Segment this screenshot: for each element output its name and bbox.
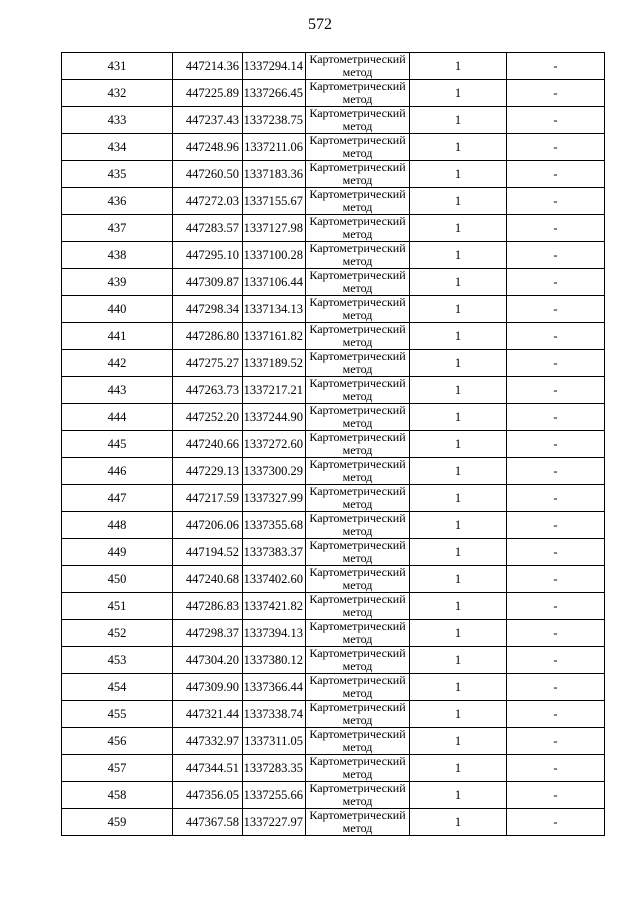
table-row xyxy=(62,242,605,269)
method-line-2: метод xyxy=(342,794,373,808)
description-cell: - xyxy=(507,809,605,836)
method-line-1: Картометрический xyxy=(309,727,406,741)
precision-cell: 1 xyxy=(410,215,507,242)
precision-cell: 1 xyxy=(410,323,507,350)
method-line-1: Картометрический xyxy=(309,457,406,471)
table-row xyxy=(62,809,605,836)
point-number-cell: 442 xyxy=(62,350,173,377)
precision-cell: 1 xyxy=(410,134,507,161)
x-coordinate-cell: 447298.37 xyxy=(173,620,243,647)
description-cell: - xyxy=(507,215,605,242)
precision-cell: 1 xyxy=(410,80,507,107)
x-coordinate-cell: 447286.83 xyxy=(173,593,243,620)
method-cell xyxy=(306,512,410,539)
precision-cell: 1 xyxy=(410,566,507,593)
method-cell xyxy=(306,782,410,809)
precision-cell: 1 xyxy=(410,485,507,512)
x-coordinate-cell: 447263.73 xyxy=(173,377,243,404)
x-coordinate-cell: 447344.51 xyxy=(173,755,243,782)
precision-cell: 1 xyxy=(410,539,507,566)
method-line-1: Картометрический xyxy=(309,754,406,768)
description-cell: - xyxy=(507,323,605,350)
table-row xyxy=(62,80,605,107)
y-coordinate-cell: 1337380.12 xyxy=(243,647,306,674)
y-coordinate-cell: 1337311.05 xyxy=(243,728,306,755)
x-coordinate-cell: 447217.59 xyxy=(173,485,243,512)
point-number-cell: 445 xyxy=(62,431,173,458)
x-coordinate-cell: 447304.20 xyxy=(173,647,243,674)
y-coordinate-cell: 1337217.21 xyxy=(243,377,306,404)
method-cell xyxy=(306,674,410,701)
description-cell: - xyxy=(507,377,605,404)
y-coordinate-cell: 1337211.06 xyxy=(243,134,306,161)
description-cell: - xyxy=(507,782,605,809)
description-cell: - xyxy=(507,296,605,323)
method-cell xyxy=(306,647,410,674)
method-line-2: метод xyxy=(342,65,373,79)
precision-cell: 1 xyxy=(410,782,507,809)
method-cell xyxy=(306,350,410,377)
description-cell: - xyxy=(507,620,605,647)
table-row xyxy=(62,404,605,431)
x-coordinate-cell: 447356.05 xyxy=(173,782,243,809)
point-number-cell: 450 xyxy=(62,566,173,593)
method-line-2: метод xyxy=(342,632,373,646)
table-row xyxy=(62,674,605,701)
y-coordinate-cell: 1337300.29 xyxy=(243,458,306,485)
method-line-1: Картометрический xyxy=(309,511,406,525)
point-number-cell: 456 xyxy=(62,728,173,755)
description-cell: - xyxy=(507,242,605,269)
y-coordinate-cell: 1337244.90 xyxy=(243,404,306,431)
y-coordinate-cell: 1337383.37 xyxy=(243,539,306,566)
precision-cell: 1 xyxy=(410,512,507,539)
method-line-2: метод xyxy=(342,335,373,349)
method-line-2: метод xyxy=(342,146,373,160)
precision-cell: 1 xyxy=(410,53,507,80)
method-cell xyxy=(306,215,410,242)
y-coordinate-cell: 1337189.52 xyxy=(243,350,306,377)
precision-cell: 1 xyxy=(410,269,507,296)
point-number-cell: 431 xyxy=(62,53,173,80)
x-coordinate-cell: 447272.03 xyxy=(173,188,243,215)
x-coordinate-cell: 447252.20 xyxy=(173,404,243,431)
y-coordinate-cell: 1337134.13 xyxy=(243,296,306,323)
method-cell xyxy=(306,269,410,296)
method-cell xyxy=(306,242,410,269)
description-cell: - xyxy=(507,458,605,485)
point-number-cell: 452 xyxy=(62,620,173,647)
y-coordinate-cell: 1337155.67 xyxy=(243,188,306,215)
point-number-cell: 453 xyxy=(62,647,173,674)
precision-cell: 1 xyxy=(410,809,507,836)
y-coordinate-cell: 1337355.68 xyxy=(243,512,306,539)
x-coordinate-cell: 447283.57 xyxy=(173,215,243,242)
method-line-1: Картометрический xyxy=(309,376,406,390)
description-cell: - xyxy=(507,404,605,431)
method-cell xyxy=(306,755,410,782)
method-cell xyxy=(306,593,410,620)
precision-cell: 1 xyxy=(410,701,507,728)
x-coordinate-cell: 447260.50 xyxy=(173,161,243,188)
point-number-cell: 457 xyxy=(62,755,173,782)
precision-cell: 1 xyxy=(410,728,507,755)
x-coordinate-cell: 447240.68 xyxy=(173,566,243,593)
point-number-cell: 441 xyxy=(62,323,173,350)
description-cell: - xyxy=(507,107,605,134)
method-line-2: метод xyxy=(342,92,373,106)
method-line-1: Картометрический xyxy=(309,592,406,606)
x-coordinate-cell: 447367.58 xyxy=(173,809,243,836)
x-coordinate-cell: 447229.13 xyxy=(173,458,243,485)
description-cell: - xyxy=(507,161,605,188)
x-coordinate-cell: 447240.66 xyxy=(173,431,243,458)
method-cell xyxy=(306,701,410,728)
table-row xyxy=(62,728,605,755)
method-cell xyxy=(306,458,410,485)
table-row xyxy=(62,539,605,566)
x-coordinate-cell: 447298.34 xyxy=(173,296,243,323)
method-cell xyxy=(306,161,410,188)
method-line-1: Картометрический xyxy=(309,646,406,660)
method-line-1: Картометрический xyxy=(309,52,406,66)
method-cell xyxy=(306,566,410,593)
table-row xyxy=(62,566,605,593)
point-number-cell: 455 xyxy=(62,701,173,728)
precision-cell: 1 xyxy=(410,404,507,431)
y-coordinate-cell: 1337127.98 xyxy=(243,215,306,242)
precision-cell: 1 xyxy=(410,674,507,701)
description-cell: - xyxy=(507,566,605,593)
precision-cell: 1 xyxy=(410,620,507,647)
precision-cell: 1 xyxy=(410,377,507,404)
x-coordinate-cell: 447225.89 xyxy=(173,80,243,107)
x-coordinate-cell: 447206.06 xyxy=(173,512,243,539)
method-line-1: Картометрический xyxy=(309,430,406,444)
method-line-1: Картометрический xyxy=(309,781,406,795)
y-coordinate-cell: 1337327.99 xyxy=(243,485,306,512)
y-coordinate-cell: 1337238.75 xyxy=(243,107,306,134)
y-coordinate-cell: 1337272.60 xyxy=(243,431,306,458)
description-cell: - xyxy=(507,80,605,107)
method-cell xyxy=(306,809,410,836)
point-number-cell: 458 xyxy=(62,782,173,809)
description-cell: - xyxy=(507,755,605,782)
method-line-2: метод xyxy=(342,767,373,781)
method-line-2: метод xyxy=(342,524,373,538)
method-line-2: метод xyxy=(342,119,373,133)
point-number-cell: 446 xyxy=(62,458,173,485)
description-cell: - xyxy=(507,512,605,539)
method-line-2: метод xyxy=(342,281,373,295)
table-row xyxy=(62,620,605,647)
table-row xyxy=(62,215,605,242)
method-line-2: метод xyxy=(342,362,373,376)
x-coordinate-cell: 447332.97 xyxy=(173,728,243,755)
y-coordinate-cell: 1337255.66 xyxy=(243,782,306,809)
method-cell xyxy=(306,431,410,458)
method-line-1: Картометрический xyxy=(309,295,406,309)
method-line-1: Картометрический xyxy=(309,322,406,336)
description-cell: - xyxy=(507,485,605,512)
description-cell: - xyxy=(507,539,605,566)
y-coordinate-cell: 1337366.44 xyxy=(243,674,306,701)
description-cell: - xyxy=(507,350,605,377)
method-cell xyxy=(306,728,410,755)
method-cell xyxy=(306,485,410,512)
point-number-cell: 439 xyxy=(62,269,173,296)
point-number-cell: 434 xyxy=(62,134,173,161)
precision-cell: 1 xyxy=(410,188,507,215)
description-cell: - xyxy=(507,134,605,161)
method-line-1: Картометрический xyxy=(309,808,406,822)
table-row xyxy=(62,782,605,809)
table-row xyxy=(62,647,605,674)
x-coordinate-cell: 447194.52 xyxy=(173,539,243,566)
page-number: 572 xyxy=(308,16,332,33)
method-line-1: Картометрический xyxy=(309,106,406,120)
description-cell: - xyxy=(507,647,605,674)
description-cell: - xyxy=(507,431,605,458)
method-cell xyxy=(306,404,410,431)
x-coordinate-cell: 447309.90 xyxy=(173,674,243,701)
y-coordinate-cell: 1337183.36 xyxy=(243,161,306,188)
point-number-cell: 437 xyxy=(62,215,173,242)
point-number-cell: 436 xyxy=(62,188,173,215)
table-row xyxy=(62,296,605,323)
y-coordinate-cell: 1337421.82 xyxy=(243,593,306,620)
method-line-1: Картометрический xyxy=(309,133,406,147)
point-number-cell: 433 xyxy=(62,107,173,134)
method-line-2: метод xyxy=(342,551,373,565)
coordinates-table-body xyxy=(62,53,605,836)
method-line-1: Картометрический xyxy=(309,484,406,498)
precision-cell: 1 xyxy=(410,458,507,485)
x-coordinate-cell: 447275.27 xyxy=(173,350,243,377)
method-line-2: метод xyxy=(342,173,373,187)
method-line-2: метод xyxy=(342,686,373,700)
table-row xyxy=(62,593,605,620)
method-cell xyxy=(306,620,410,647)
table-row xyxy=(62,350,605,377)
method-line-2: метод xyxy=(342,713,373,727)
method-cell xyxy=(306,539,410,566)
precision-cell: 1 xyxy=(410,647,507,674)
x-coordinate-cell: 447237.43 xyxy=(173,107,243,134)
point-number-cell: 443 xyxy=(62,377,173,404)
precision-cell: 1 xyxy=(410,431,507,458)
method-line-1: Картометрический xyxy=(309,673,406,687)
method-cell xyxy=(306,188,410,215)
point-number-cell: 435 xyxy=(62,161,173,188)
description-cell: - xyxy=(507,593,605,620)
point-number-cell: 448 xyxy=(62,512,173,539)
y-coordinate-cell: 1337338.74 xyxy=(243,701,306,728)
precision-cell: 1 xyxy=(410,593,507,620)
method-line-2: метод xyxy=(342,389,373,403)
table-row xyxy=(62,269,605,296)
method-line-1: Картометрический xyxy=(309,565,406,579)
point-number-cell: 440 xyxy=(62,296,173,323)
y-coordinate-cell: 1337106.44 xyxy=(243,269,306,296)
x-coordinate-cell: 447295.10 xyxy=(173,242,243,269)
precision-cell: 1 xyxy=(410,350,507,377)
method-line-2: метод xyxy=(342,821,373,835)
precision-cell: 1 xyxy=(410,296,507,323)
table-row xyxy=(62,134,605,161)
x-coordinate-cell: 447286.80 xyxy=(173,323,243,350)
method-cell xyxy=(306,80,410,107)
description-cell: - xyxy=(507,728,605,755)
table-row xyxy=(62,512,605,539)
method-line-2: метод xyxy=(342,578,373,592)
method-cell xyxy=(306,134,410,161)
description-cell: - xyxy=(507,269,605,296)
method-line-1: Картометрический xyxy=(309,403,406,417)
x-coordinate-cell: 447321.44 xyxy=(173,701,243,728)
y-coordinate-cell: 1337394.13 xyxy=(243,620,306,647)
precision-cell: 1 xyxy=(410,107,507,134)
x-coordinate-cell: 447248.96 xyxy=(173,134,243,161)
method-line-1: Картометрический xyxy=(309,187,406,201)
table-row xyxy=(62,53,605,80)
table-row xyxy=(62,485,605,512)
point-number-cell: 454 xyxy=(62,674,173,701)
table-row xyxy=(62,458,605,485)
table-row xyxy=(62,701,605,728)
table-row xyxy=(62,431,605,458)
method-line-2: метод xyxy=(342,470,373,484)
method-line-1: Картометрический xyxy=(309,214,406,228)
method-line-2: метод xyxy=(342,227,373,241)
method-line-2: метод xyxy=(342,308,373,322)
method-line-2: метод xyxy=(342,659,373,673)
method-line-1: Картометрический xyxy=(309,241,406,255)
point-number-cell: 451 xyxy=(62,593,173,620)
method-line-1: Картометрический xyxy=(309,538,406,552)
point-number-cell: 444 xyxy=(62,404,173,431)
method-line-1: Картометрический xyxy=(309,160,406,174)
table-row xyxy=(62,107,605,134)
method-line-1: Картометрический xyxy=(309,619,406,633)
point-number-cell: 432 xyxy=(62,80,173,107)
method-line-2: метод xyxy=(342,497,373,511)
point-number-cell: 449 xyxy=(62,539,173,566)
point-number-cell: 447 xyxy=(62,485,173,512)
point-number-cell: 438 xyxy=(62,242,173,269)
x-coordinate-cell: 447309.87 xyxy=(173,269,243,296)
method-line-1: Картометрический xyxy=(309,349,406,363)
precision-cell: 1 xyxy=(410,161,507,188)
method-line-2: метод xyxy=(342,605,373,619)
y-coordinate-cell: 1337283.35 xyxy=(243,755,306,782)
y-coordinate-cell: 1337227.97 xyxy=(243,809,306,836)
coordinates-table xyxy=(61,52,605,836)
table-row xyxy=(62,188,605,215)
description-cell: - xyxy=(507,674,605,701)
precision-cell: 1 xyxy=(410,755,507,782)
method-line-1: Картометрический xyxy=(309,79,406,93)
table-row xyxy=(62,323,605,350)
method-line-1: Картометрический xyxy=(309,700,406,714)
method-line-2: метод xyxy=(342,200,373,214)
method-cell xyxy=(306,377,410,404)
y-coordinate-cell: 1337161.82 xyxy=(243,323,306,350)
table-row xyxy=(62,755,605,782)
method-line-2: метод xyxy=(342,740,373,754)
method-cell xyxy=(306,107,410,134)
table-row xyxy=(62,161,605,188)
method-line-2: метод xyxy=(342,443,373,457)
method-cell xyxy=(306,323,410,350)
y-coordinate-cell: 1337100.28 xyxy=(243,242,306,269)
y-coordinate-cell: 1337266.45 xyxy=(243,80,306,107)
x-coordinate-cell: 447214.36 xyxy=(173,53,243,80)
table-row xyxy=(62,377,605,404)
method-line-2: метод xyxy=(342,416,373,430)
method-cell xyxy=(306,53,410,80)
description-cell: - xyxy=(507,701,605,728)
precision-cell: 1 xyxy=(410,242,507,269)
method-line-2: метод xyxy=(342,254,373,268)
y-coordinate-cell: 1337294.14 xyxy=(243,53,306,80)
method-line-1: Картометрический xyxy=(309,268,406,282)
description-cell: - xyxy=(507,53,605,80)
point-number-cell: 459 xyxy=(62,809,173,836)
method-cell xyxy=(306,296,410,323)
y-coordinate-cell: 1337402.60 xyxy=(243,566,306,593)
description-cell: - xyxy=(507,188,605,215)
